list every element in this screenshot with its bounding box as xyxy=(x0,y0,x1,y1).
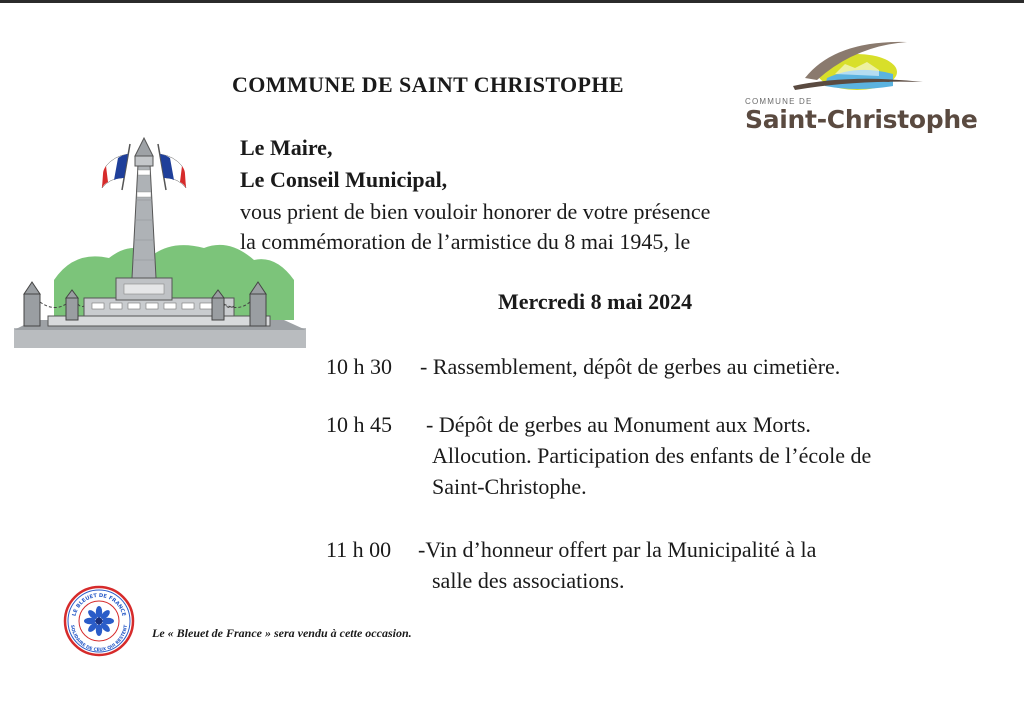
invitation-line-2: la commémoration de l’armistice du 8 mai 1945, le xyxy=(240,229,691,254)
schedule-text-continuation: salle des associations. xyxy=(432,568,625,593)
commune-logo xyxy=(745,34,978,144)
schedule-text-continuation: Allocution. Participation des enfants de l’école de xyxy=(432,443,872,468)
schedule-text: - Dépôt de gerbes au Monument aux Morts. xyxy=(426,412,811,437)
schedule-time: 10 h 30 xyxy=(326,354,392,379)
schedule-time: 10 h 45 xyxy=(326,412,392,437)
svg-text:LE BLEUET DE FRANCE: LE BLEUET DE FRANCE xyxy=(71,592,127,617)
schedule-text: -Vin d’honneur offert par la Municipalité à la xyxy=(418,537,817,562)
invitation-line-1: vous prient de bien vouloir honorer de votre présence xyxy=(240,199,711,224)
schedule-item xyxy=(326,412,986,508)
top-border-rule xyxy=(0,0,1024,3)
event-date: Mercredi 8 mai 2024 xyxy=(498,289,693,314)
commune-title: COMMUNE DE SAINT CHRISTOPHE xyxy=(232,72,624,97)
schedule-text-continuation: Saint-Christophe. xyxy=(432,474,587,499)
logo-swoosh-icon xyxy=(775,34,925,96)
schedule-time: 11 h 00 xyxy=(326,537,392,562)
salutation-maire: Le Maire, xyxy=(240,135,333,160)
schedule-text: - Rassemblement, dépôt de gerbes au cimetière. xyxy=(420,354,841,379)
schedule-item xyxy=(326,537,966,601)
logo-commune-name: Saint-Christophe xyxy=(745,105,978,134)
salutation-conseil: Le Conseil Municipal, xyxy=(240,167,448,192)
logo-commune-de-label: COMMUNE DE xyxy=(745,97,813,106)
bleuet-de-france-badge-icon xyxy=(63,585,135,657)
bleuet-sale-note: Le « Bleuet de France » sera vendu à cette occasion. xyxy=(152,626,412,640)
svg-text:SOLIDAIRE DE CEUX QUI RESTENT: SOLIDAIRE DE CEUX QUI RESTENT xyxy=(69,624,129,654)
schedule-item xyxy=(326,354,966,384)
